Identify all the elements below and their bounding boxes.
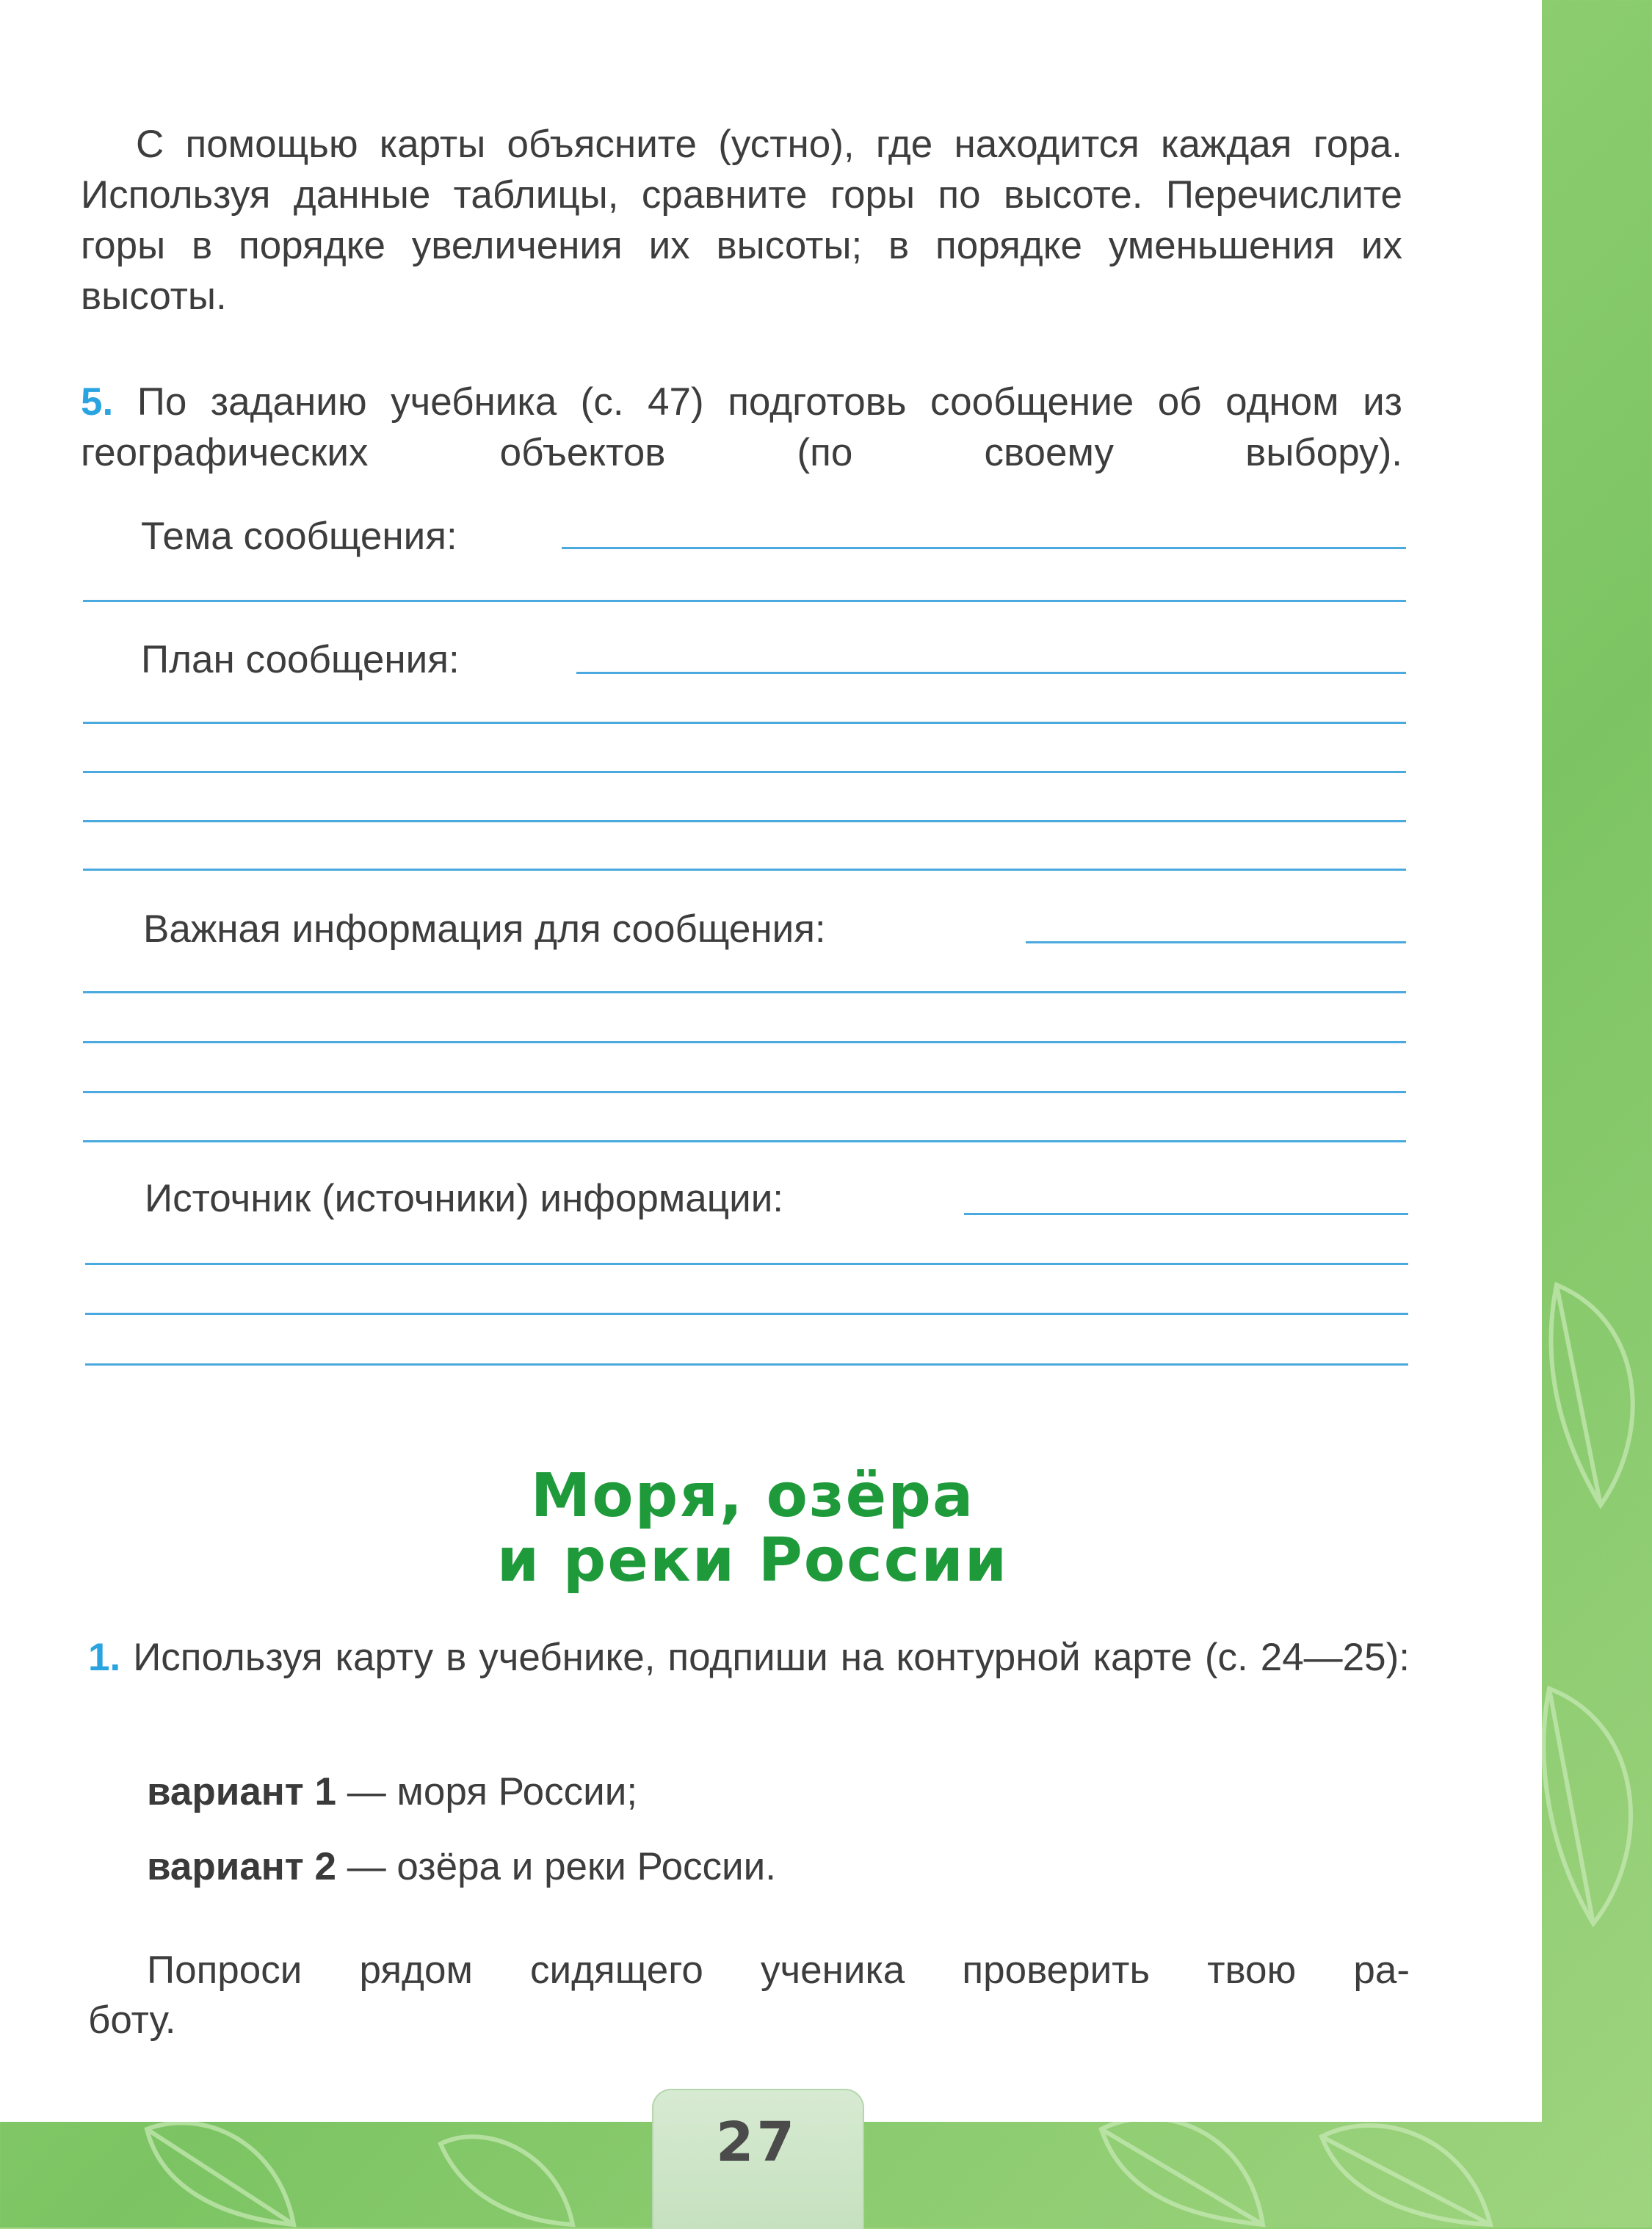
variant-2-text: — озёра и реки России.	[336, 1845, 776, 1888]
source-answer-line-4[interactable]	[85, 1363, 1408, 1366]
plan-answer-line-2[interactable]	[83, 722, 1406, 724]
task-1-number: 1.	[88, 1636, 121, 1679]
info-answer-line[interactable]	[1026, 941, 1406, 943]
info-answer-line-4[interactable]	[83, 1091, 1406, 1093]
topic-answer-line-2[interactable]	[83, 600, 1406, 602]
check-instruction-line-1: Попроси рядом сидящего ученика проверить твою ра-	[147, 1949, 1410, 1992]
source-answer-line-3[interactable]	[85, 1313, 1408, 1315]
topic-label: Тема сообщения:	[141, 515, 457, 558]
mountains-paragraph: С помощью карты объясните (устно), где находится каждая гора. Используя данные таблицы, сравните горы по высоте. Перечислите горы в порядке увеличения их высоты; в порядке уменьшения их высоты.	[81, 123, 1402, 318]
task-1	[88, 1632, 1410, 1683]
section-title-line-2: и реки России	[496, 1526, 1009, 1595]
plan-answer-line[interactable]	[576, 672, 1406, 674]
info-answer-line-2[interactable]	[83, 991, 1406, 993]
section-title-line-1: Моря, озёра	[530, 1461, 975, 1531]
variant-1	[147, 1769, 637, 1814]
info-label: Важная информация для сообщения:	[143, 907, 826, 951]
topic-answer-line[interactable]	[562, 547, 1406, 549]
task-1-text: Используя карту в учебнике, подпиши на контурной карте (с. 24—25):	[133, 1636, 1410, 1679]
variant-2	[147, 1844, 776, 1889]
info-answer-line-5[interactable]	[83, 1140, 1406, 1142]
variant-1-text: — моря России;	[336, 1770, 638, 1813]
plan-answer-line-5[interactable]	[83, 869, 1406, 871]
variant-2-label: вариант 2	[147, 1845, 336, 1888]
plan-label: План сообщения:	[141, 638, 460, 681]
page-number: 27	[716, 2111, 797, 2174]
info-answer-line-3[interactable]	[83, 1041, 1406, 1043]
plan-answer-line-4[interactable]	[83, 820, 1406, 822]
source-answer-line-2[interactable]	[85, 1263, 1408, 1265]
variant-1-label: вариант 1	[147, 1770, 336, 1813]
source-answer-line[interactable]	[964, 1213, 1408, 1215]
check-instruction-line-2: боту.	[88, 1998, 176, 2042]
source-label: Источник (источники) информации:	[145, 1177, 784, 1220]
task-5-number: 5.	[81, 380, 114, 424]
task-5-text: По заданию учебника (с. 47) подготовь сообщение об одном из географических объектов (по своему выбору).	[81, 380, 1402, 474]
plan-answer-line-3[interactable]	[83, 771, 1406, 773]
task-5	[81, 377, 1402, 478]
